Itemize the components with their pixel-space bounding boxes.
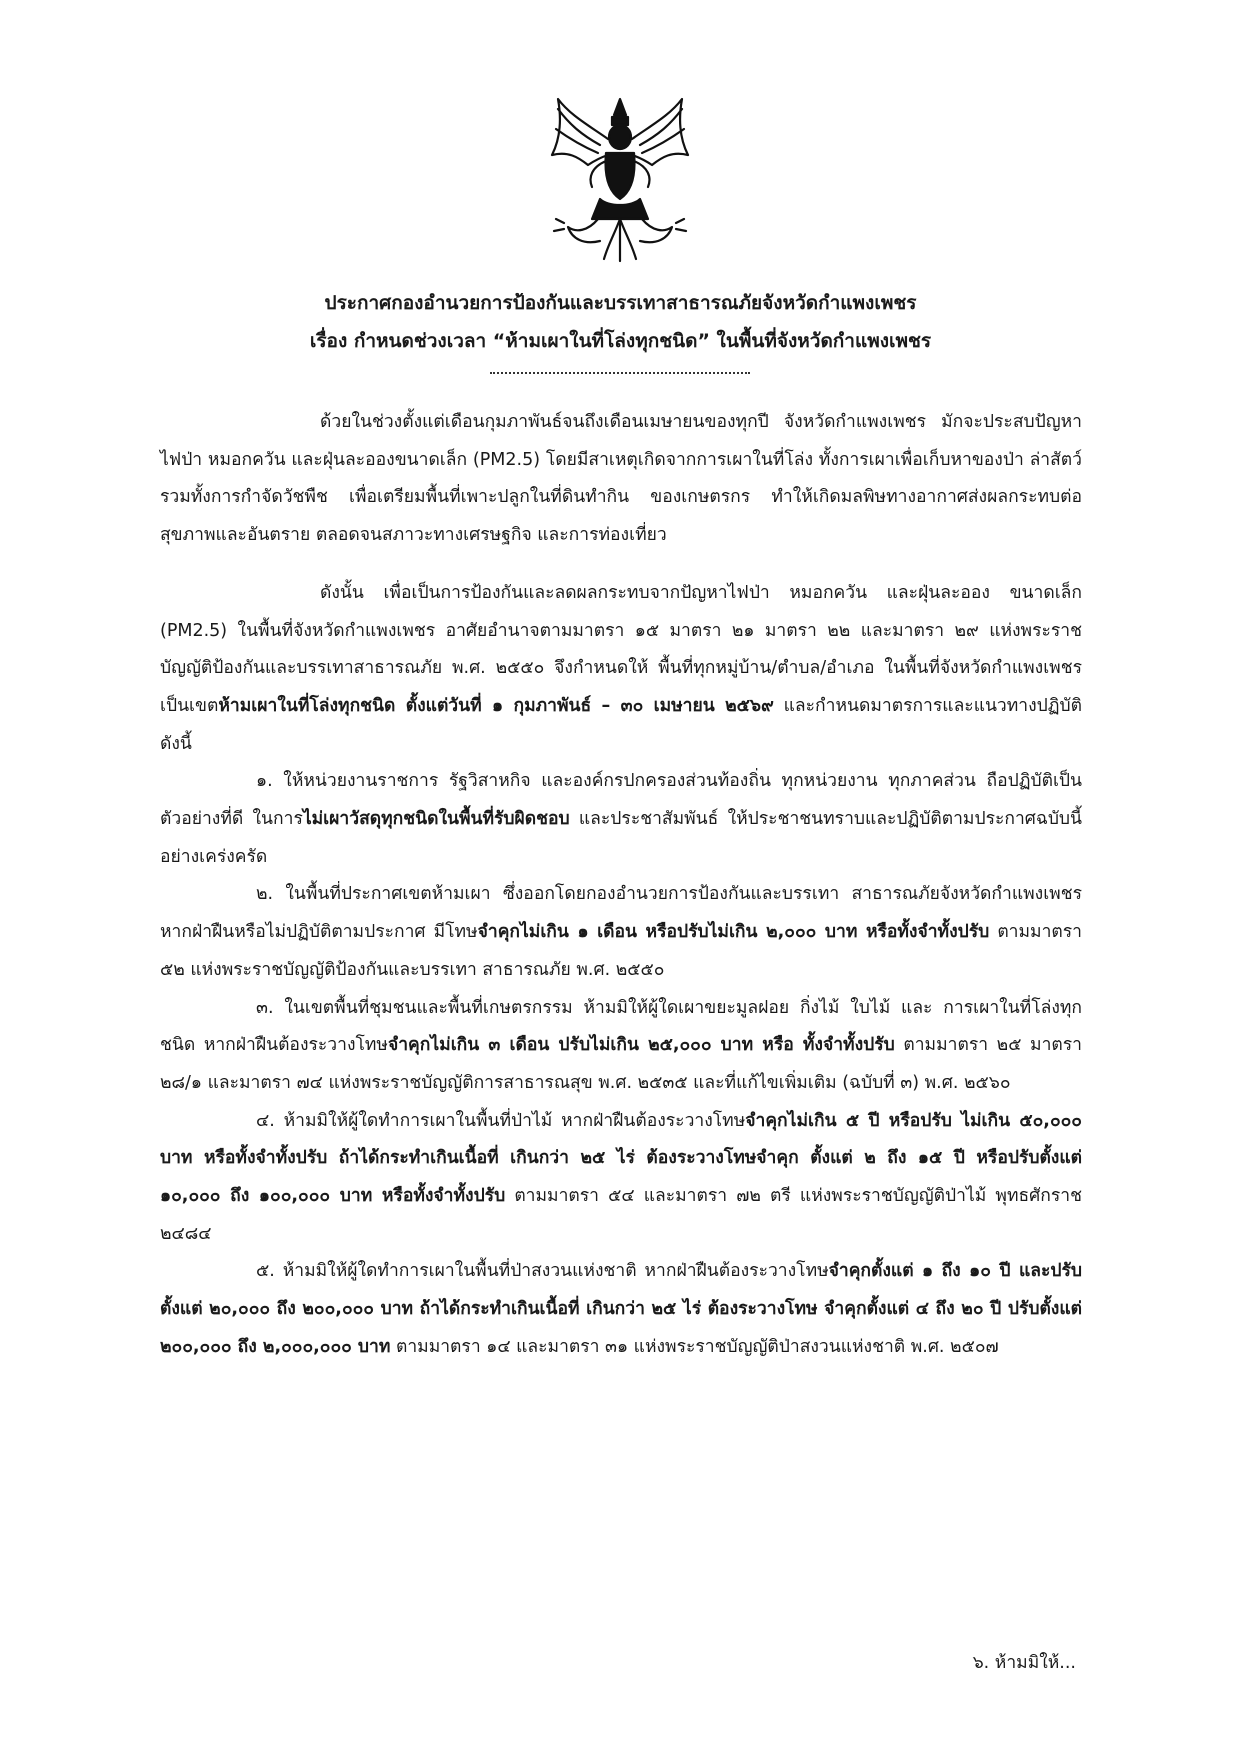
announcement-subject: เรื่อง กำหนดช่วงเวลา “ห้ามเผาในที่โล่งทุกชนิด” ในพื้นที่จังหวัดกำแพงเพชร: [309, 330, 932, 352]
ban-period: ห้ามเผาในที่โล่งทุกชนิด ตั้งแต่วันที่ ๑ กุมภาพันธ์ – ๓๐ เมษายน ๒๕๖๙: [218, 695, 774, 716]
authority-paragraph: ดังนั้น เพื่อเป็นการป้องกันและลดผลกระทบจากปัญหาไฟป่า หมอกควัน และฝุ่นละออง ขนาดเล็ก (PM2.5) ในพื้นที่จังหวัดกำแพงเพชร อาศัยอำนาจตามมาตรา ๑๕ มาตรา ๒๑ มาตรา ๒๒ และมาตรา ๒๙ แห่งพระราชบัญญัติป้องกันและบรรเทาสาธารณภัย พ.ศ. ๒๕๕๐ จึงกำหนดให้ พื้นที่ทุกหมู่บ้าน/ตำบล/อำเภอ ในพื้นที่จังหวัดกำแพงเพชร เป็นเขตห้ามเผาในที่โล่งทุกชนิด ตั้งแต่วันที่ ๑ กุมภาพันธ์ – ๓๐ เมษายน ๒๕๖๙ และกำหนดมาตรการและแนวทางปฏิบัติ ดังนี้: [160, 582, 1082, 754]
measure-item-5: ๕. ห้ามมิให้ผู้ใดทำการเผาในพื้นที่ป่าสงวนแห่งชาติ หากฝ่าฝืนต้องระวางโทษจำคุกตั้งแต่ ๑ ถึง ๑๐ ปี และปรับตั้งแต่ ๒๐,๐๐๐ ถึง ๒๐๐,๐๐๐ บาท ถ้าได้กระทำเกินเนื้อที่ เกินกว่า ๒๕ ไร่ ต้องระวางโทษ จำคุกตั้งแต่ ๔ ถึง ๒๐ ปี ปรับตั้งแต่ ๒๐๐,๐๐๐ ถึง ๒,๐๐๐,๐๐๐ บาท ตามมาตรา ๑๔ และมาตรา ๓๑ แห่งพระราชบัญญัติป่าสงวนแห่งชาติ พ.ศ. ๒๕๐๗: [160, 1261, 1082, 1357]
measure-item-1: ๑. ให้หน่วยงานราชการ รัฐวิสาหกิจ และองค์กรปกครองส่วนท้องถิ่น ทุกหน่วยงาน ทุกภาคส่วน ถือปฏิบัติเป็นตัวอย่างที่ดี ในการไม่เผาวัสดุทุกชนิดในพื้นที่รับผิดชอบ และประชาสัมพันธ์ ให้ประชาชนทราบและปฏิบัติตามประกาศฉบับนี้อย่างเคร่งครัด: [160, 771, 1082, 867]
page-continuation: ๖. ห้ามมิให้...: [972, 1653, 1076, 1673]
measure-item-3: ๓. ในเขตพื้นที่ชุมชนและพื้นที่เกษตรกรรม ห้ามมิให้ผู้ใดเผาขยะมูลฝอย กิ่งไม้ ใบไม้ และ การเผาในที่โล่งทุกชนิด หากฝ่าฝืนต้องระวางโทษจำคุกไม่เกิน ๓ เดือน ปรับไม่เกิน ๒๕,๐๐๐ บาท หรือ ทั้งจำทั้งปรับ ตามมาตรา ๒๕ มาตรา ๒๘/๑ และมาตรา ๗๔ แห่งพระราชบัญญัติการสาธารณสุข พ.ศ. ๒๕๓๕ และที่แก้ไขเพิ่มเติม (ฉบับที่ ๓) พ.ศ. ๒๕๖๐: [160, 997, 1082, 1093]
garuda-emblem-icon: [548, 95, 692, 263]
dotted-divider: [490, 372, 750, 374]
announcement-body: [160, 404, 1082, 1367]
intro-paragraph: ด้วยในช่วงตั้งแต่เดือนกุมภาพันธ์จนถึงเดือนเมษายนของทุกปี จังหวัดกำแพงเพชร มักจะประสบปัญหาไฟป่า หมอกควัน และฝุ่นละอองขนาดเล็ก (PM2.5) โดยมีสาเหตุเกิดจากการเผาในที่โล่ง ทั้งการเผาเพื่อเก็บหาของป่า ล่าสัตว์ รวมทั้งการกำจัดวัชพืช เพื่อเตรียมพื้นที่เพาะปลูกในที่ดินทำกิน ของเกษตรกร ทำให้เกิดมลพิษทางอากาศส่งผลกระทบต่อสุขภาพและอันตราย ตลอดจนสภาวะทางเศรษฐกิจ และการท่องเที่ยว: [160, 412, 1082, 546]
measure-item-4: ๔. ห้ามมิให้ผู้ใดทำการเผาในพื้นที่ป่าไม้ หากฝ่าฝืนต้องระวางโทษจำคุกไม่เกิน ๕ ปี หรือปรับ ไม่เกิน ๕๐,๐๐๐ บาท หรือทั้งจำทั้งปรับ ถ้าได้กระทำเกินเนื้อที่ เกินกว่า ๒๕ ไร่ ต้องระวางโทษจำคุก ตั้งแต่ ๒ ถึง ๑๕ ปี หรือปรับตั้งแต่ ๑๐,๐๐๐ ถึง ๑๐๐,๐๐๐ บาท หรือทั้งจำทั้งปรับ ตามมาตรา ๕๔ และมาตรา ๗๒ ตรี แห่งพระราชบัญญัติป่าไม้ พุทธศักราช ๒๔๘๔: [160, 1110, 1082, 1244]
announcement-title: ประกาศกองอำนวยการป้องกันและบรรเทาสาธารณภัยจังหวัดกำแพงเพชร: [324, 292, 917, 314]
measure-item-2: ๒. ในพื้นที่ประกาศเขตห้ามเผา ซึ่งออกโดยกองอำนวยการป้องกันและบรรเทา สาธารณภัยจังหวัดกำแพงเพชร หากฝ่าฝืนหรือไม่ปฏิบัติตามประกาศ มีโทษจำคุกไม่เกิน ๑ เดือน หรือปรับไม่เกิน ๒,๐๐๐ บาท หรือทั้งจำทั้งปรับ ตามมาตรา ๕๒ แห่งพระราชบัญญัติป้องกันและบรรเทา สาธารณภัย พ.ศ. ๒๕๕๐: [160, 884, 1083, 980]
